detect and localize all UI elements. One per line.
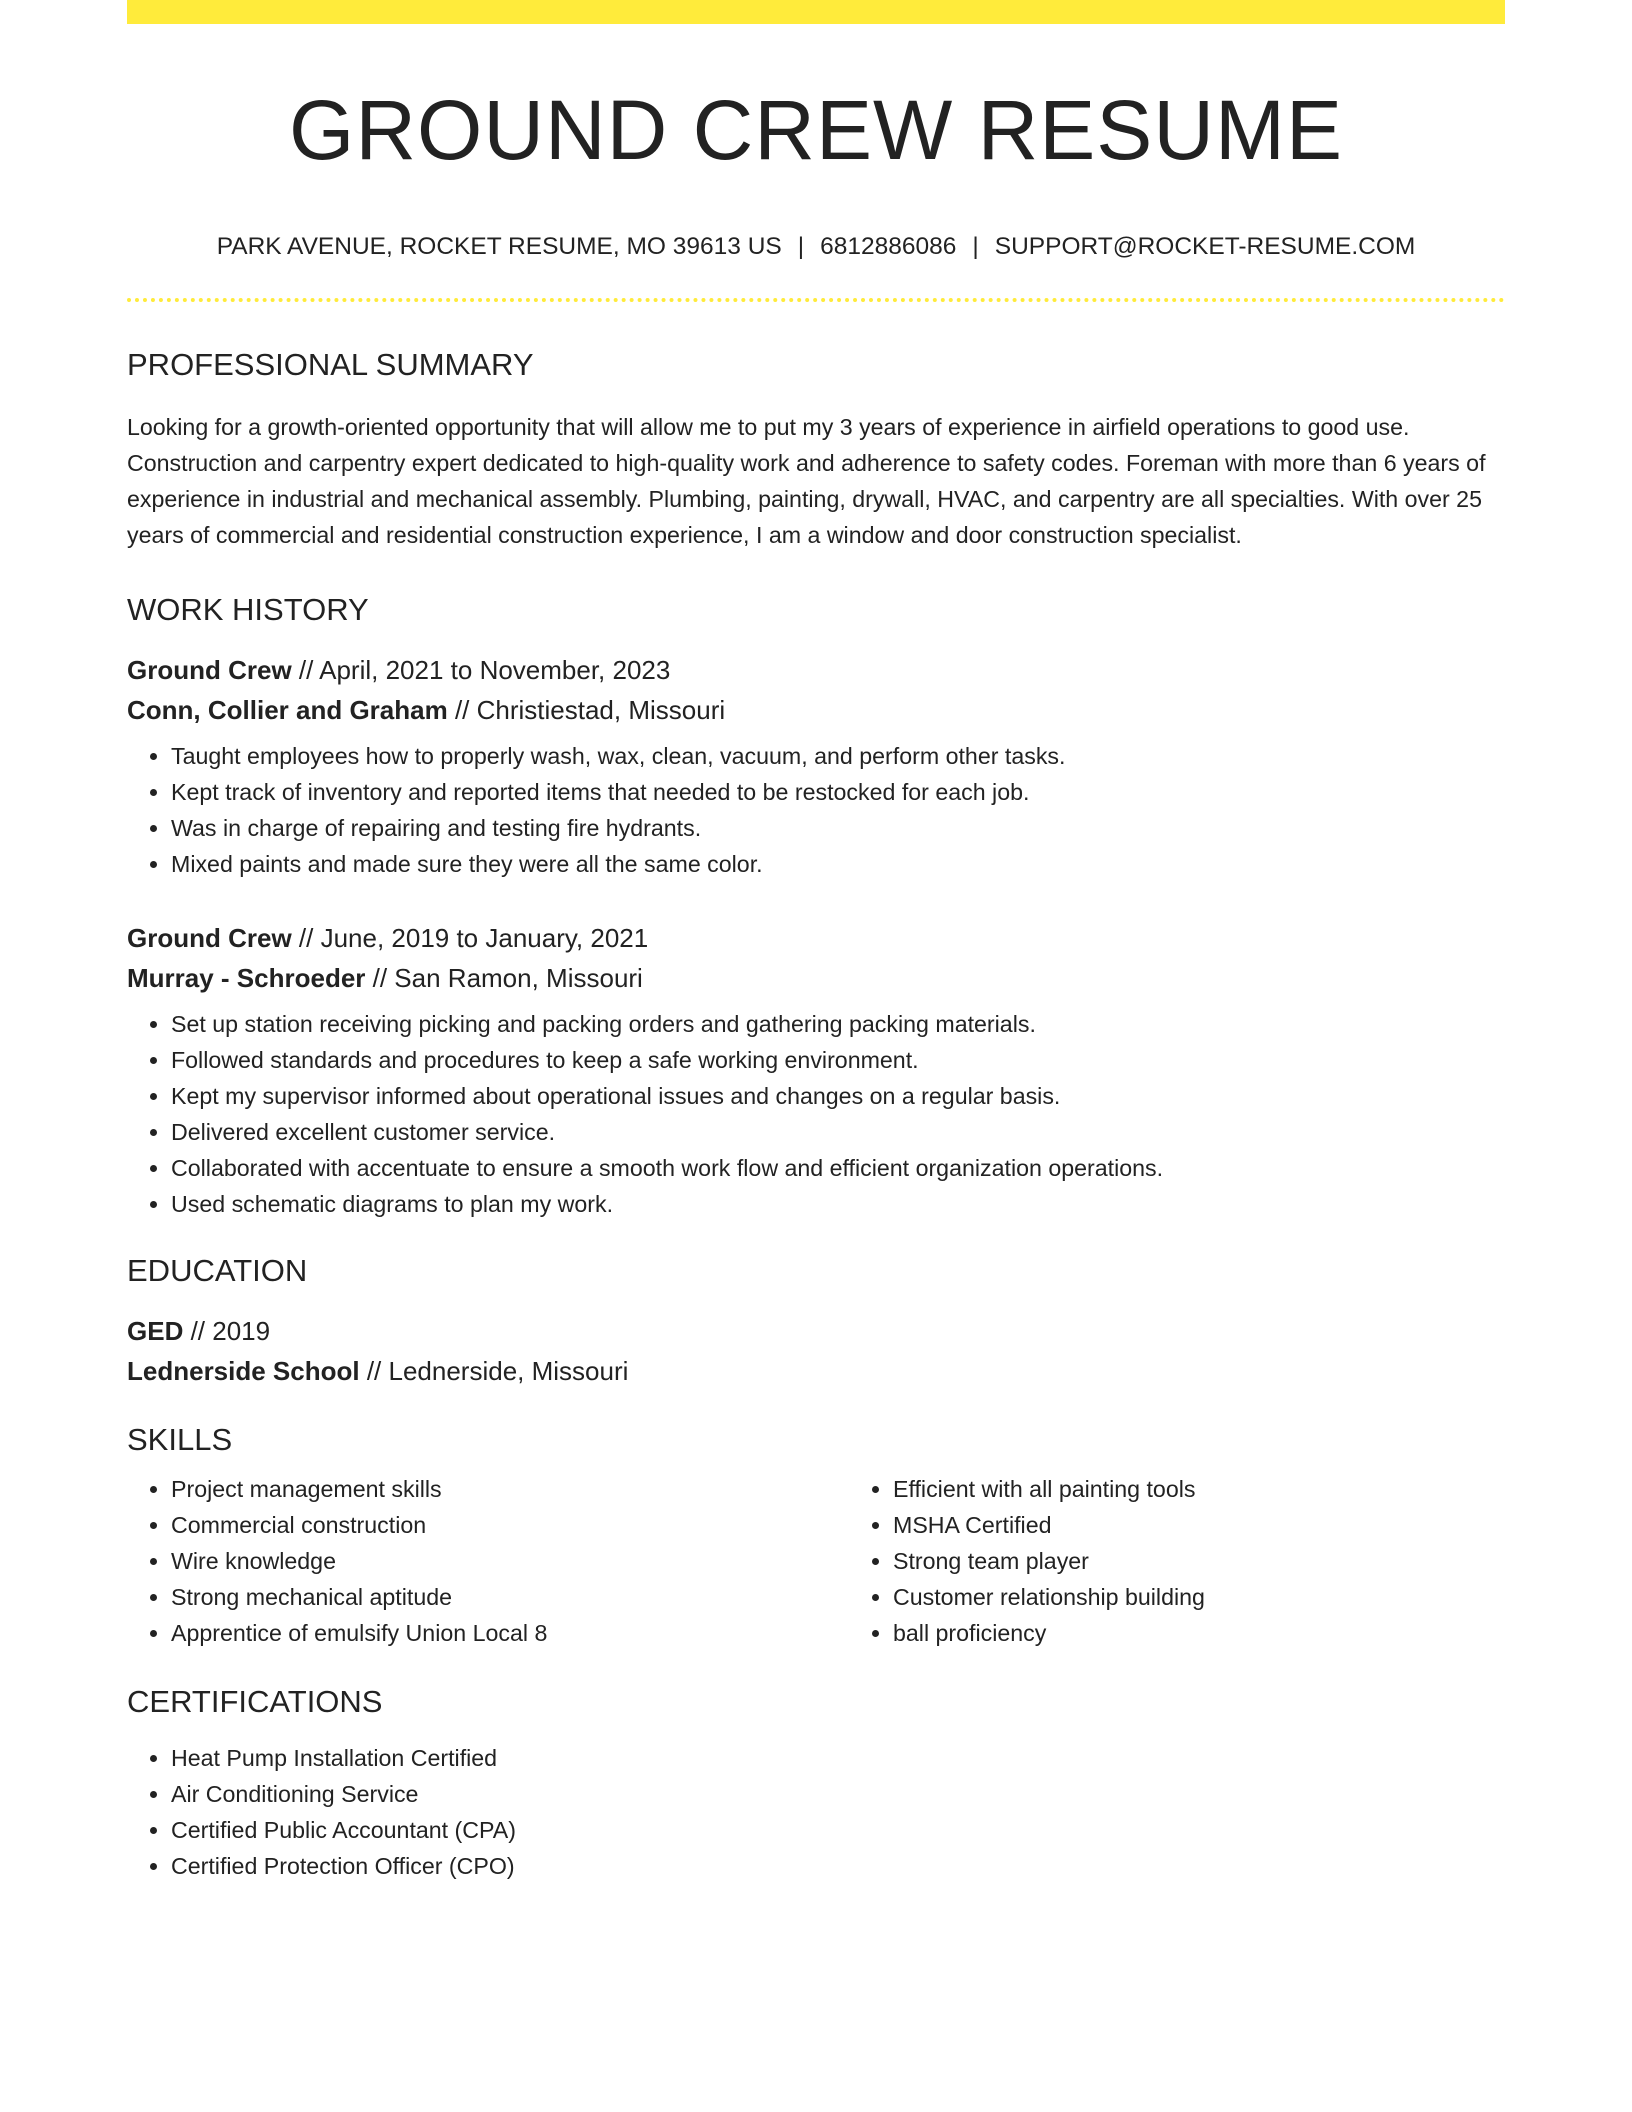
list-item: • Was in charge of repairing and testing fire hydrants. [171,810,1505,846]
skills-right-column [849,1471,1571,1651]
list-item: • Kept my supervisor informed about operational issues and changes on a regular basis. [171,1078,1505,1114]
list-item: • Heat Pump Installation Certified [171,1740,1505,1776]
list-item: • Commercial construction [171,1507,849,1543]
list-item: • Followed standards and procedures to keep a safe working environment. [171,1042,1505,1078]
section-title-education: EDUCATION [127,1253,308,1289]
skills-grid [127,1471,1505,1651]
skills-left-column [127,1471,849,1651]
list-item: • Efficient with all painting tools [893,1471,1571,1507]
job-entry [127,918,1505,1222]
job-dates: // April, 2021 to November, 2023 [291,655,671,686]
job-location: // San Ramon, Missouri [365,963,643,994]
job-company-line [127,690,1505,730]
resume-title: GROUND CREW RESUME [288,83,1343,177]
job-title-line [127,650,1505,690]
list-item: • Project management skills [171,1471,849,1507]
job-company: Murray - Schroeder [127,963,366,994]
dotted-divider [127,298,1505,302]
list-item: • Certified Protection Officer (CPO) [171,1848,1505,1884]
top-accent-bar [127,0,1505,24]
list-item: • Kept track of inventory and reported items that needed to be restocked for each job. [171,774,1505,810]
job-duties [127,1006,1505,1222]
education-entry [127,1311,1505,1391]
job-dates: // June, 2019 to January, 2021 [291,923,649,954]
school-location: // Lednerside, Missouri [359,1356,629,1387]
list-item: • Certified Public Accountant (CPA) [171,1812,1505,1848]
job-company-line [127,958,1505,998]
list-item: • Wire knowledge [171,1543,849,1579]
separator: | [797,233,805,261]
address: PARK AVENUE, ROCKET RESUME, MO 39613 US [216,233,782,261]
job-location: // Christiestad, Missouri [447,695,726,726]
job-duties [127,738,1505,882]
list-item: • ball proficiency [893,1615,1571,1651]
job-title-line [127,918,1505,958]
degree-line [127,1311,1505,1351]
job-role: Ground Crew [127,655,292,686]
list-item: • Mixed paints and made sure they were all the same color. [171,846,1505,882]
section-title-certifications: CERTIFICATIONS [127,1683,383,1719]
list-item: • Delivered excellent customer service. [171,1114,1505,1150]
list-item: • Air Conditioning Service [171,1776,1505,1812]
section-title-summary: PROFESSIONAL SUMMARY [127,346,534,382]
phone: 6812886086 [820,233,957,261]
separator: | [972,233,979,261]
school-line [127,1351,1505,1391]
list-item: • Apprentice of emulsify Union Local 8 [171,1615,849,1651]
degree-year: // 2019 [183,1316,271,1347]
list-item: • Strong team player [893,1543,1571,1579]
list-item: • Taught employees how to properly wash, wax, clean, vacuum, and perform other tasks. [171,738,1505,774]
list-item: • Used schematic diagrams to plan my work. [171,1186,1505,1222]
school-name: Lednerside School [127,1356,360,1387]
list-item: • Set up station receiving picking and packing orders and gathering packing materials. [171,1006,1505,1042]
list-item: • MSHA Certified [893,1507,1571,1543]
list-item: • Collaborated with accentuate to ensure a smooth work flow and efficient organization operations. [171,1150,1505,1186]
degree: GED [127,1316,184,1347]
resume-page [127,0,1505,1884]
list-item: • Customer relationship building [893,1579,1571,1615]
section-title-work-history: WORK HISTORY [127,591,369,627]
job-company: Conn, Collier and Graham [127,695,448,726]
list-item: • Strong mechanical aptitude [171,1579,849,1615]
job-entry [127,650,1505,882]
section-title-skills: SKILLS [127,1422,233,1458]
job-role: Ground Crew [127,923,292,954]
certifications-list [127,1740,1505,1884]
summary-text: Looking for a growth-oriented opportunity that will allow me to put my 3 years of experience in airfield operations to good use. Construction and carpentry expert dedicated to high-quality work and adherence to safety codes. Foreman with more than 6 years of experience in industrial and mechanical assembly. Plumbing, painting, drywall, HVAC, and carpentry are all specialties. With over 25 years of commercial and residential construction experience, I am a window and door construction specialist. [127,413,1486,548]
email: SUPPORT@ROCKET-RESUME.COM [994,233,1416,261]
contact-line [127,232,1505,261]
